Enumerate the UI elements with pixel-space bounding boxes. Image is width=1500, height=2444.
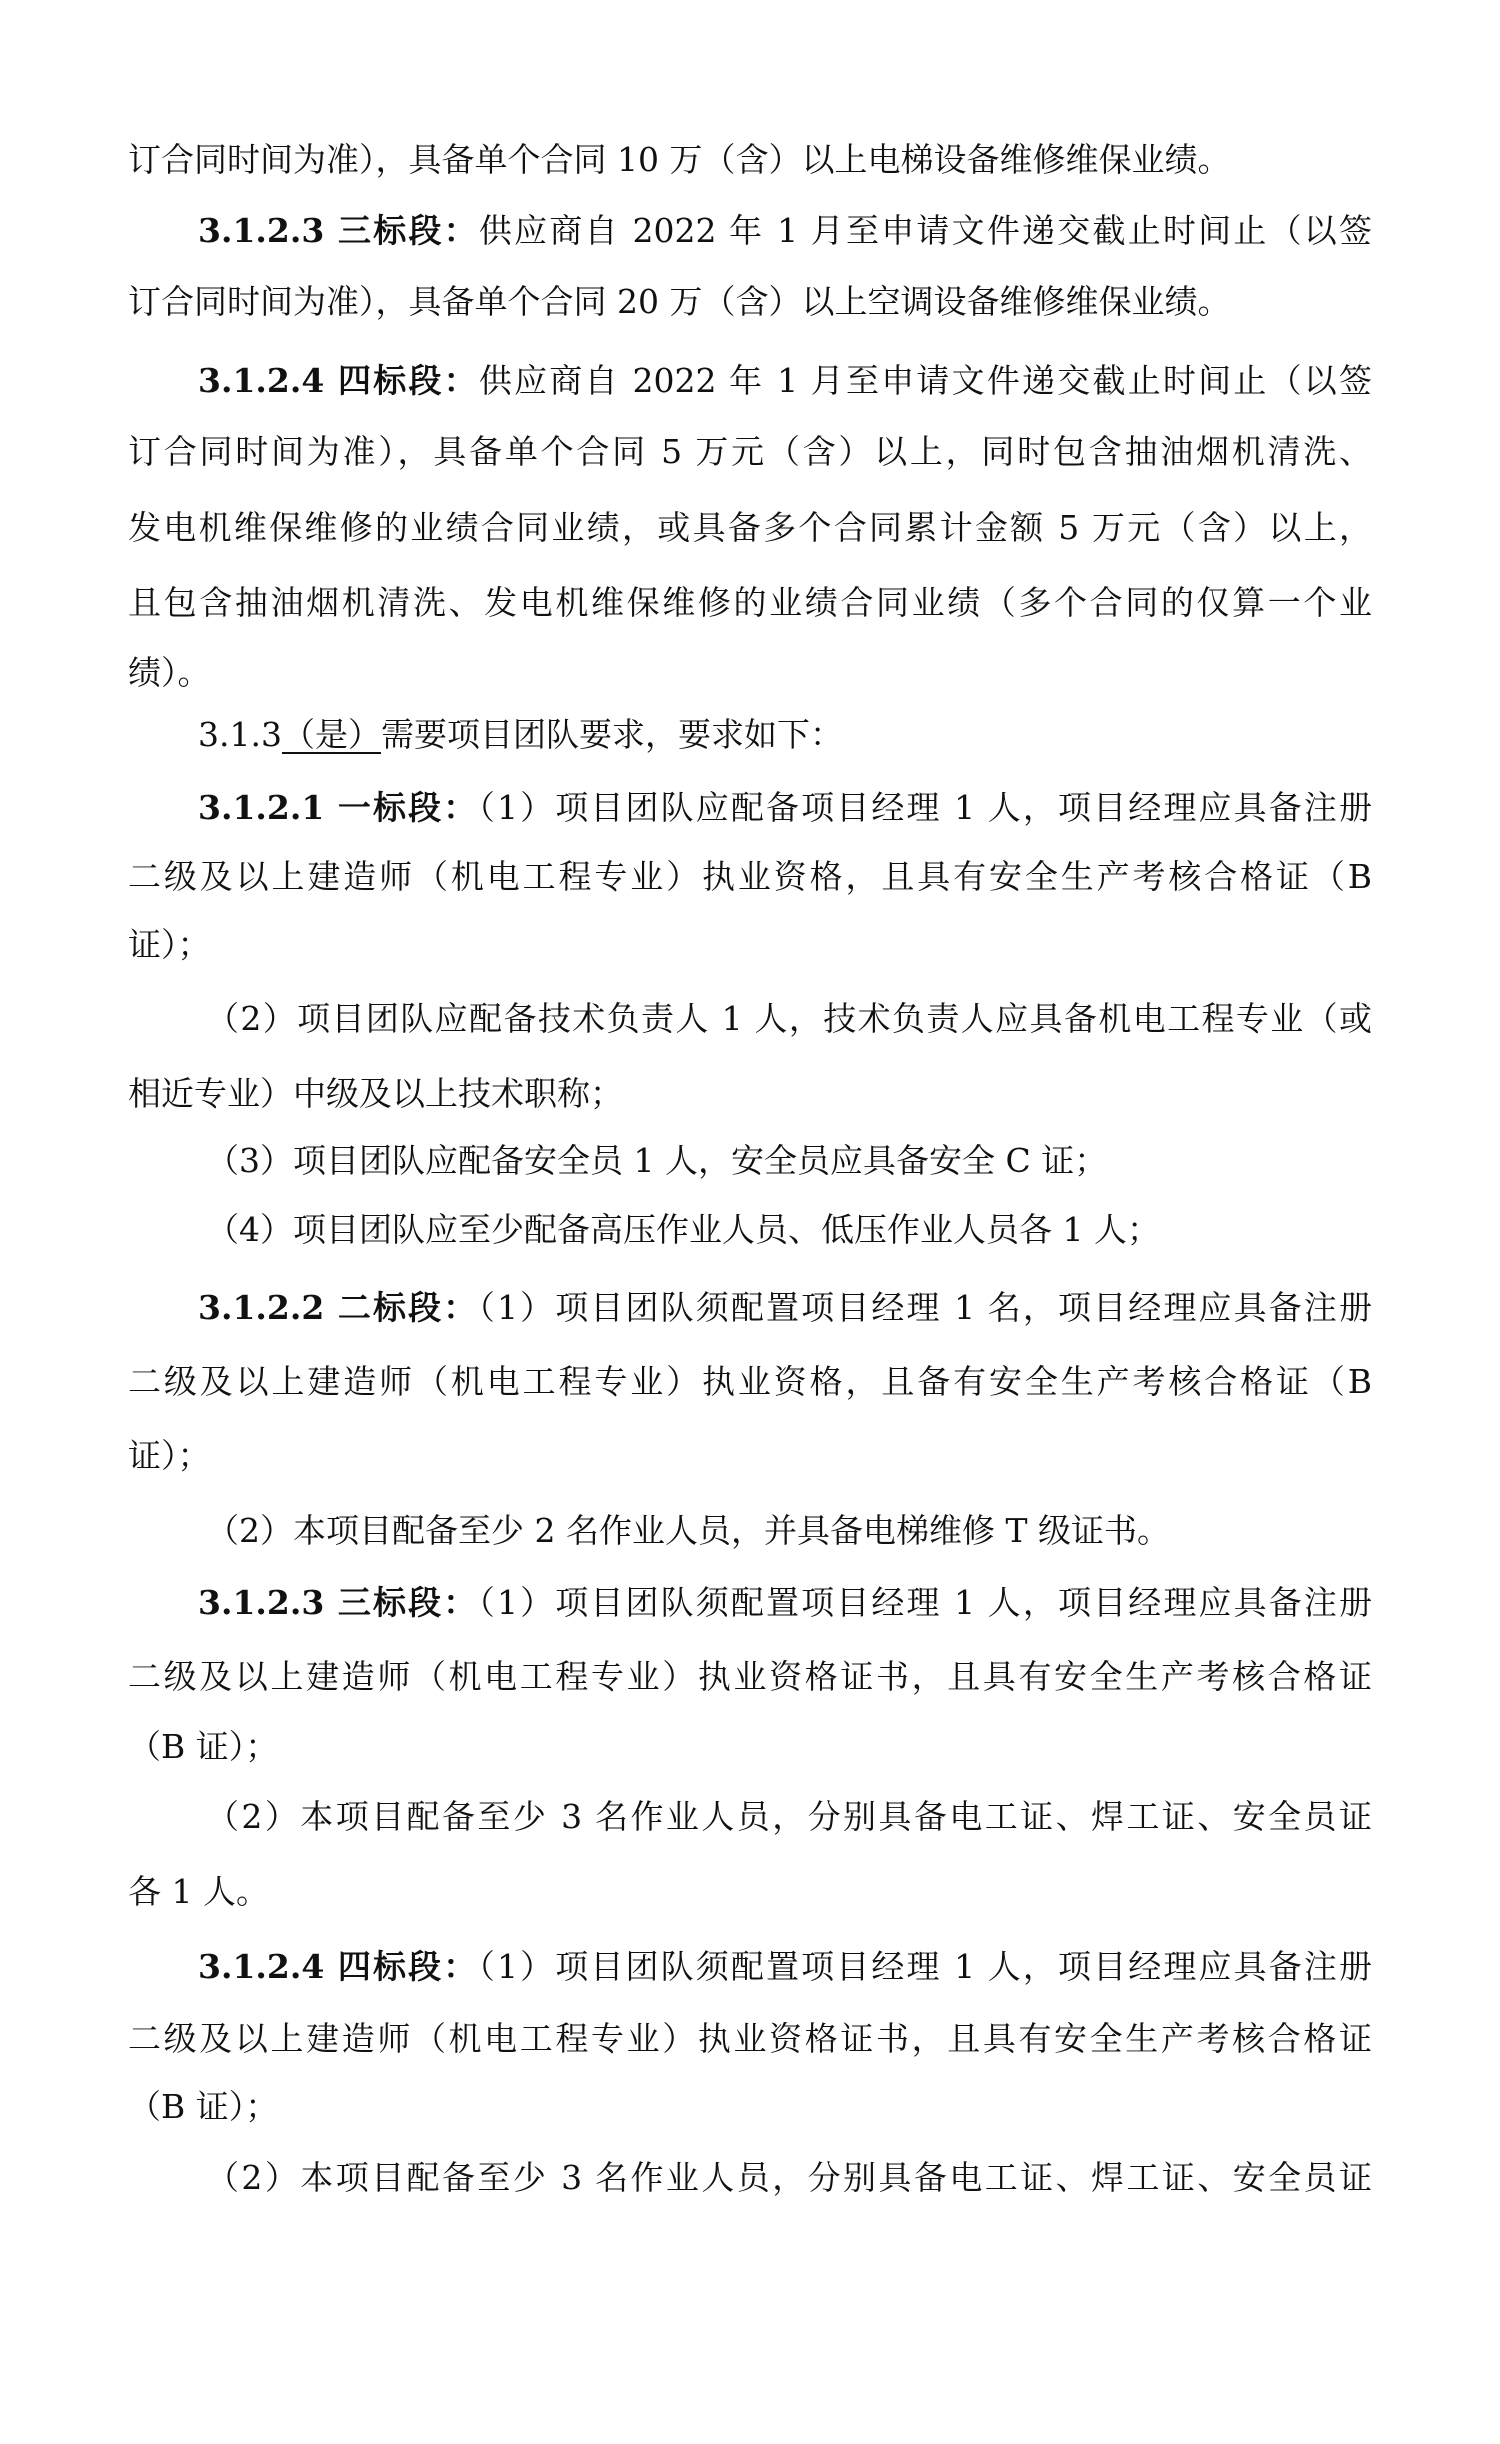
line-text: 供应商自 2022 年 1 月至申请文件递交截止时间止（以签 [478, 211, 1373, 250]
line-text: 二级及以上建造师（机电工程专业）执业资格证书，且具有安全生产考核合格证 [128, 2019, 1372, 2058]
line-text: （2）项目团队应配备技术负责人 1 人，技术负责人应具备机电工程专业（或 [206, 999, 1372, 1038]
line-text: （B 证）； [128, 2087, 279, 2126]
text-line [128, 855, 1372, 899]
text-line [128, 1870, 1372, 1914]
text-line [128, 2085, 1372, 2129]
section-3-1-2-3-team [198, 1581, 1372, 1625]
text-line [128, 581, 1372, 625]
section-3-1-2-4-team [198, 1945, 1372, 1989]
section-heading: 3.1.2.4 四标段： [198, 1947, 479, 1986]
text-line [206, 1139, 1372, 1183]
text-line [128, 1434, 1372, 1478]
line-text: 证）； [128, 1436, 211, 1475]
text-line [128, 430, 1372, 474]
line-text: （3）项目团队应配备安全员 1 人，安全员应具备安全 C 证； [206, 1141, 1108, 1180]
text-line [128, 2017, 1372, 2061]
section-3-1-2-3-qualification [198, 209, 1372, 253]
line-text: 绩）。 [128, 653, 211, 692]
line-text: 二级及以上建造师（机电工程专业）执业资格，且备有安全生产考核合格证（B [128, 1362, 1372, 1401]
section-heading: 3.1.2.3 三标段： [198, 211, 479, 250]
text-line [206, 1208, 1372, 1252]
text-line [206, 997, 1372, 1041]
line-text: （2）本项目配备至少 2 名作业人员，并具备电梯维修 T 级证书。 [206, 1511, 1170, 1550]
section-heading: 3.1.2.3 三标段： [198, 1583, 479, 1622]
line-text: 订合同时间为准），具备单个合同 20 万（含）以上空调设备维修维保业绩。 [128, 282, 1231, 321]
line-text: 发电机维保维修的业绩合同业绩，或具备多个合同累计金额 5 万元（含）以上， [128, 508, 1372, 547]
line-text: 二级及以上建造师（机电工程专业）执业资格，且具有安全生产考核合格证（B [128, 857, 1372, 896]
line-text: （4）项目团队应至少配备高压作业人员、低压作业人员各 1 人； [206, 1210, 1160, 1249]
line-text: 供应商自 2022 年 1 月至申请文件递交截止时间止（以签 [478, 361, 1373, 400]
text-line [206, 1509, 1372, 1553]
section-3-1-2-4-qualification [198, 359, 1372, 403]
text-line [128, 1072, 1372, 1116]
line-text: 证）； [128, 925, 211, 964]
section-3-1-3-team-requirement [198, 713, 1372, 757]
line-text: （1）项目团队须配置项目经理 1 名，项目经理应具备注册 [478, 1288, 1372, 1327]
section-3-1-2-2-team [198, 1286, 1372, 1330]
text-line [128, 1655, 1372, 1699]
section-number: 3.1.3 [198, 715, 282, 754]
line-text: 各 1 人。 [128, 1872, 269, 1911]
line-text: 相近专业）中级及以上技术职称； [128, 1074, 623, 1113]
underlined-answer: （是） [281, 715, 381, 754]
line-text: （1）项目团队须配置项目经理 1 人，项目经理应具备注册 [478, 1947, 1372, 1986]
line-text: 且包含抽油烟机清洗、发电机维保维修的业绩合同业绩（多个合同的仅算一个业 [128, 583, 1372, 622]
line-text: （2）本项目配备至少 3 名作业人员，分别具备电工证、焊工证、安全员证 [206, 2158, 1372, 2197]
section-heading: 3.1.2.1 一标段： [198, 788, 479, 827]
line-text: （B 证）； [128, 1727, 279, 1766]
section-heading: 3.1.2.2 二标段： [198, 1288, 479, 1327]
section-heading: 3.1.2.4 四标段： [198, 361, 479, 400]
line-text: （2）本项目配备至少 3 名作业人员，分别具备电工证、焊工证、安全员证 [206, 1797, 1372, 1836]
section-3-1-2-1-team [198, 786, 1372, 830]
text-line [128, 1725, 1372, 1769]
text-line [128, 138, 1372, 182]
text-line [206, 1795, 1372, 1839]
line-text: 订合同时间为准），具备单个合同 5 万元（含）以上，同时包含抽油烟机清洗、 [128, 432, 1372, 471]
line-text: （1）项目团队须配置项目经理 1 人，项目经理应具备注册 [478, 1583, 1372, 1622]
text-line [128, 923, 1372, 967]
text-line [128, 1360, 1372, 1404]
text-line [128, 506, 1372, 550]
line-text: 订合同时间为准），具备单个合同 10 万（含）以上电梯设备维修维保业绩。 [128, 140, 1231, 179]
text-line [128, 280, 1372, 324]
text-line [206, 2156, 1372, 2200]
line-text: 二级及以上建造师（机电工程专业）执业资格证书，且具有安全生产考核合格证 [128, 1657, 1372, 1696]
line-text: 需要项目团队要求，要求如下： [380, 715, 843, 754]
text-line [128, 651, 1372, 695]
line-text: （1）项目团队应配备项目经理 1 人，项目经理应具备注册 [478, 788, 1372, 827]
